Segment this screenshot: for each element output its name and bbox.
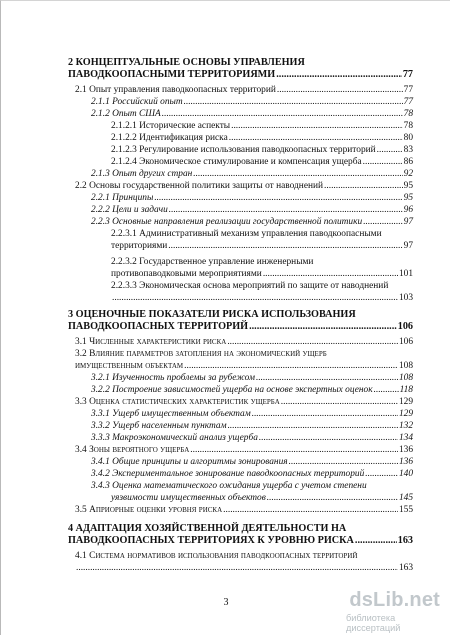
toc-entry: [111, 493, 413, 504]
toc-dot-leader: [154, 193, 402, 204]
toc-entry-title: 2.1.2.1 Исторические аспекты: [111, 121, 231, 131]
toc-dot-leader: [252, 409, 398, 420]
toc-entry-title: 2.1.2.2 Идентификация риска: [111, 133, 228, 143]
toc-entry: [111, 121, 413, 132]
toc-entry: [111, 241, 413, 252]
toc-entry-title: 3 ОЦЕНОЧНЫЕ ПОКАЗАТЕЛИ РИСКА ИСПОЛЬЗОВАНИЯ: [68, 309, 356, 320]
toc-dot-leader: [223, 505, 398, 516]
toc-entry: [111, 229, 413, 240]
toc-entry-title: ПАВОДКООПАСНЫМИ ТЕРРИТОРИЯМИ: [68, 69, 276, 80]
toc-dot-leader: [76, 563, 398, 574]
toc-entry: [111, 293, 413, 304]
toc-page-number: 106: [398, 337, 413, 347]
toc-entry: [91, 373, 413, 384]
toc-entry-title: 2.2.3.2 Государственное управление инженерными: [111, 257, 314, 267]
toc-entry: [75, 397, 413, 408]
toc-entry: [111, 257, 413, 268]
toc-entry-title: 2.1.2.3 Регулирование использования паводкоопасных территорий: [111, 145, 376, 155]
toc-entry: [75, 361, 413, 372]
toc-dot-leader: [377, 145, 403, 156]
toc-entry-title: 3.5 Априорные оценки уровня риска: [75, 505, 223, 515]
toc-entry: [68, 535, 413, 546]
watermark: [346, 589, 446, 633]
toc-dot-leader: [231, 121, 403, 132]
toc-page-number: 78: [403, 121, 413, 131]
toc-dot-leader: [168, 241, 402, 252]
toc-page-number: 140: [398, 469, 413, 479]
toc-entry-title: уязвимости имущественных объектов: [111, 493, 266, 503]
toc-entry-title: 2.1.1 Российский опыт: [91, 97, 183, 107]
toc-entry: [75, 85, 413, 96]
toc-entry: [91, 409, 413, 420]
toc-entry-title: 3.4.3 Оценка математического ожидания ущерба с учетом степени: [91, 481, 367, 491]
toc-page-number: 95: [403, 181, 413, 191]
toc-entry: [75, 349, 413, 360]
toc-dot-leader: [249, 321, 397, 332]
toc-dot-leader: [363, 157, 403, 168]
toc-entry: [91, 469, 413, 480]
toc-dot-leader: [227, 337, 398, 348]
toc-entry-title: противопаводковыми мероприятиями: [111, 269, 262, 279]
toc-page-number: 132: [398, 421, 413, 431]
toc-entry: [75, 337, 413, 348]
toc-page-number: 97: [403, 217, 413, 227]
table-of-contents: [1, 1, 450, 636]
toc-entry: [68, 57, 413, 68]
toc-entry: [111, 157, 413, 168]
toc-entry-title: 3.4 Зоны вероятного ущерба: [75, 445, 190, 455]
toc-entry: [68, 321, 413, 332]
toc-page-number: 129: [398, 397, 413, 407]
toc-entry-title: 2.2.2 Цели и задачи: [91, 205, 168, 215]
toc-entry-title: ПАВОДКООПАСНЫХ ТЕРРИТОРИЯХ К УРОВНЮ РИСКА: [68, 535, 354, 546]
toc-dot-leader: [184, 97, 403, 108]
toc-page-number: 77: [403, 97, 413, 107]
toc-page-number: 83: [403, 145, 413, 155]
toc-dot-leader: [184, 361, 398, 372]
toc-entry: [91, 169, 413, 180]
toc-entry-title: 2.2.3.1 Административный механизм управления паводкоопасными: [111, 229, 382, 239]
toc-page-number: 77: [403, 85, 413, 95]
toc-dot-leader: [374, 385, 399, 396]
toc-dot-leader: [324, 181, 403, 192]
toc-entry-title: 4 АДАПТАЦИЯ ХОЗЯЙСТВЕННОЙ ДЕЯТЕЛЬНОСТИ НА: [68, 523, 347, 534]
toc-entry: [111, 269, 413, 280]
toc-dot-leader: [263, 269, 398, 280]
toc-page-number: 86: [403, 157, 413, 167]
toc-dot-leader: [277, 85, 403, 96]
toc-entry: [68, 69, 413, 80]
toc-entry-title: 2.1.2.4 Экономическое стимулирование и компенсация ущерба: [111, 157, 362, 167]
toc-dot-leader: [289, 457, 398, 468]
toc-entry: [111, 133, 413, 144]
toc-page-number: 95: [403, 193, 413, 203]
toc-page-number: 145: [398, 493, 413, 503]
toc-page-number: 103: [398, 293, 413, 303]
toc-entry-title: имущественным объектам: [75, 361, 184, 371]
watermark-subtitle: библиотека диссертаций: [346, 613, 401, 633]
toc-dot-leader: [365, 469, 398, 480]
toc-entry: [91, 385, 413, 396]
toc-entry-title: 3.2.2 Построение зависимостей ущерба на основе экспертных оценок: [91, 385, 373, 395]
page-number: 3: [223, 597, 229, 608]
toc-entry-title: 4.1 Система нормативов использования паводкоопасных территорий: [75, 551, 358, 561]
toc-entry-title: 3.2 Влияние параметров затопления на экономический ущерб: [75, 349, 327, 359]
toc-entry-title: 2.1 Опыт управления паводкоопасных территорий: [75, 85, 276, 95]
toc-page-number: 108: [398, 361, 413, 371]
toc-dot-leader: [112, 293, 398, 304]
toc-entry: [91, 193, 413, 204]
toc-entry-title: 3.3 Оценка статистических характеристик ущерба: [75, 397, 280, 407]
toc-page-number: 78: [403, 109, 413, 119]
toc-entry-title: 2.2.1 Принципы: [91, 193, 154, 203]
toc-entry: [111, 145, 413, 156]
toc-entry-title: 2.2 Основы государственной политики защиты от наводнений: [75, 181, 324, 191]
toc-page-number: 129: [398, 409, 413, 419]
toc-page-number: 136: [398, 457, 413, 467]
toc-entry-title: 3.4.2 Экспериментальное зонирование паводкоопасных территорий: [91, 469, 365, 479]
toc-page-number: 77: [402, 69, 413, 80]
toc-dot-leader: [162, 109, 403, 120]
toc-entry-title: ПАВОДКООПАСНЫХ ТЕРРИТОРИЙ: [68, 321, 249, 332]
toc-entry: [75, 181, 413, 192]
toc-page-number: 101: [398, 269, 413, 279]
toc-entry: [68, 523, 413, 534]
toc-entry: [75, 505, 413, 516]
toc-page-number: 106: [397, 321, 413, 332]
toc-dot-leader: [193, 169, 402, 180]
toc-page-number: 96: [403, 205, 413, 215]
toc-entry-title: 3.2.1 Изученность проблемы за рубежом: [91, 373, 255, 383]
toc-dot-leader: [281, 397, 398, 408]
toc-dot-leader: [229, 133, 403, 144]
toc-entry: [91, 421, 413, 432]
toc-dot-leader: [267, 493, 398, 504]
toc-entry-title: 2.1.3 Опыт других стран: [91, 169, 193, 179]
toc-page-number: 163: [398, 563, 413, 573]
toc-page-number: 134: [398, 433, 413, 443]
toc-page-number: 163: [397, 535, 413, 546]
toc-page-number: 118: [399, 385, 413, 395]
toc-entry: [91, 481, 413, 492]
toc-page-number: 97: [403, 241, 413, 251]
toc-entry-title: 2.2.3.3 Экономическая основа мероприятий по защите от наводнений: [111, 281, 389, 291]
toc-dot-leader: [355, 535, 397, 546]
toc-entry: [91, 205, 413, 216]
toc-entry: [91, 109, 413, 120]
toc-dot-leader: [259, 433, 398, 444]
toc-dot-leader: [169, 205, 403, 216]
toc-entry-title: 3.3.2 Ущерб населенным пунктам: [91, 421, 227, 431]
toc-page-number: 155: [398, 505, 413, 515]
toc-entry-title: 2 КОНЦЕПТУАЛЬНЫЕ ОСНОВЫ УПРАВЛЕНИЯ: [68, 57, 305, 68]
toc-entry-title: 3.3.1 Ущерб имущественным объектам: [91, 409, 251, 419]
toc-entry: [75, 551, 413, 562]
toc-entry: [75, 445, 413, 456]
toc-entry: [91, 457, 413, 468]
toc-page-number: 92: [403, 169, 413, 179]
toc-entry: [75, 563, 413, 574]
toc-entry: [68, 309, 413, 320]
toc-entry-title: 3.1 Численные характеристики риска: [75, 337, 227, 347]
toc-dot-leader: [276, 69, 402, 80]
toc-page-number: 108: [398, 373, 413, 383]
toc-page-number: 136: [398, 445, 413, 455]
toc-entry: [91, 97, 413, 108]
watermark-title: dsLib.net: [349, 589, 440, 611]
toc-entry-title: 2.1.2 Опыт США: [91, 109, 161, 119]
toc-dot-leader: [256, 373, 398, 384]
toc-entry: [111, 281, 413, 292]
toc-entry-title: 2.2.3 Основные направления реализации государственной политики: [91, 217, 363, 227]
toc-dot-leader: [228, 421, 398, 432]
toc-page-number: 80: [403, 133, 413, 143]
toc-entry: [91, 217, 413, 228]
toc-dot-leader: [363, 217, 402, 228]
toc-entry-title: 3.4.1 Общие принципы и алгоритмы зонирования: [91, 457, 288, 467]
toc-dot-leader: [190, 445, 398, 456]
toc-entry: [91, 433, 413, 444]
toc-entry-title: 3.3.3 Макроэкономический анализ ущерба: [91, 433, 258, 443]
toc-entry-title: территориями: [111, 241, 168, 251]
